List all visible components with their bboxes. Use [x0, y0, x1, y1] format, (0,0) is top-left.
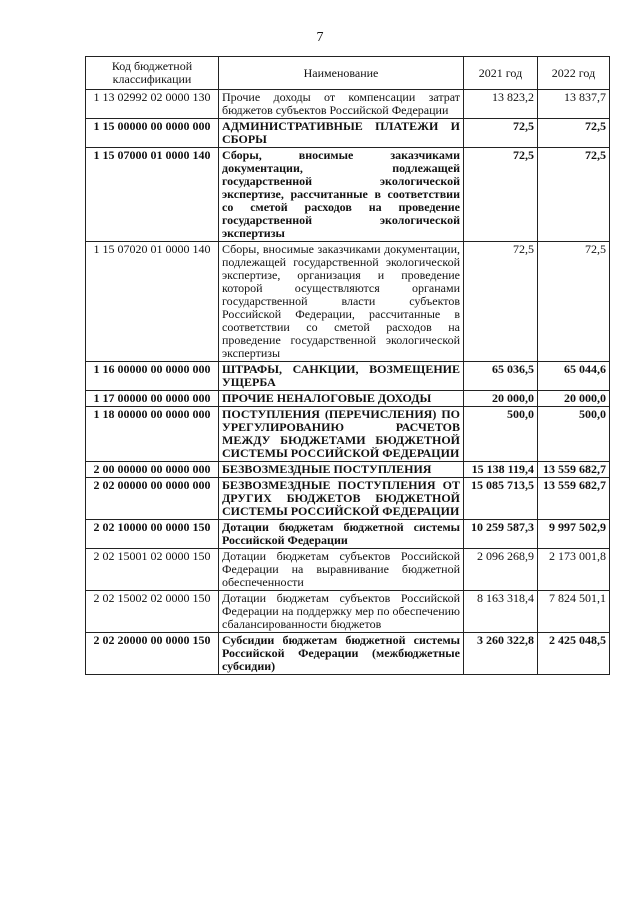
- row-value-2022: 13 559 682,7: [538, 478, 610, 520]
- row-name: Сборы, вносимые заказчиками документации, подлежащей государственной экологической экспертизе, рассчитанные в соответствии со сметой расходов на проведение государственной экологической экспертизы: [219, 148, 464, 242]
- table-row: [86, 391, 610, 407]
- row-value-2022: 13 837,7: [538, 90, 610, 119]
- header-code: Код бюджетной классификации: [86, 57, 219, 90]
- table-row: [86, 407, 610, 462]
- row-code: 2 02 00000 00 0000 000: [86, 478, 219, 520]
- table-header-row: [86, 57, 610, 90]
- row-value-2021: 8 163 318,4: [464, 591, 538, 633]
- header-year-2022: 2022 год: [538, 57, 610, 90]
- table-row: [86, 462, 610, 478]
- row-name: АДМИНИСТРАТИВНЫЕ ПЛАТЕЖИ И СБОРЫ: [219, 119, 464, 148]
- table-body: [86, 90, 610, 675]
- table-row: [86, 520, 610, 549]
- row-value-2022: 2 425 048,5: [538, 633, 610, 675]
- row-name: Дотации бюджетам бюджетной системы Российской Федерации: [219, 520, 464, 549]
- table-row: [86, 119, 610, 148]
- row-value-2022: 72,5: [538, 148, 610, 242]
- row-code: 1 17 00000 00 0000 000: [86, 391, 219, 407]
- row-code: 2 02 10000 00 0000 150: [86, 520, 219, 549]
- row-code: 1 15 07020 01 0000 140: [86, 242, 219, 362]
- row-code: 1 15 00000 00 0000 000: [86, 119, 219, 148]
- row-value-2022: 20 000,0: [538, 391, 610, 407]
- row-value-2022: 9 997 502,9: [538, 520, 610, 549]
- row-value-2022: 72,5: [538, 119, 610, 148]
- budget-revenue-table: [85, 56, 610, 675]
- row-name: ПРОЧИЕ НЕНАЛОГОВЫЕ ДОХОДЫ: [219, 391, 464, 407]
- row-code: 2 02 15001 02 0000 150: [86, 549, 219, 591]
- row-value-2021: 20 000,0: [464, 391, 538, 407]
- row-value-2021: 2 096 268,9: [464, 549, 538, 591]
- row-value-2021: 15 138 119,4: [464, 462, 538, 478]
- table-row: [86, 362, 610, 391]
- row-value-2021: 65 036,5: [464, 362, 538, 391]
- row-name: БЕЗВОЗМЕЗДНЫЕ ПОСТУПЛЕНИЯ ОТ ДРУГИХ БЮДЖЕТОВ БЮДЖЕТНОЙ СИСТЕМЫ РОССИЙСКОЙ ФЕДЕРАЦИИ: [219, 478, 464, 520]
- row-value-2021: 72,5: [464, 242, 538, 362]
- row-name: Субсидии бюджетам бюджетной системы Российской Федерации (межбюджетные субсидии): [219, 633, 464, 675]
- row-code: 2 02 20000 00 0000 150: [86, 633, 219, 675]
- row-code: 2 02 15002 02 0000 150: [86, 591, 219, 633]
- row-name: ШТРАФЫ, САНКЦИИ, ВОЗМЕЩЕНИЕ УЩЕРБА: [219, 362, 464, 391]
- row-value-2022: 13 559 682,7: [538, 462, 610, 478]
- row-code: 1 18 00000 00 0000 000: [86, 407, 219, 462]
- row-name: ПОСТУПЛЕНИЯ (ПЕРЕЧИСЛЕНИЯ) ПО УРЕГУЛИРОВАНИЮ РАСЧЕТОВ МЕЖДУ БЮДЖЕТАМИ БЮДЖЕТНОЙ СИСТЕМЫ РОССИЙСКОЙ ФЕДЕРАЦИИ: [219, 407, 464, 462]
- page-number: 7: [316, 30, 324, 45]
- row-code: 2 00 00000 00 0000 000: [86, 462, 219, 478]
- row-code: 1 15 07000 01 0000 140: [86, 148, 219, 242]
- row-value-2021: 72,5: [464, 148, 538, 242]
- row-name: БЕЗВОЗМЕЗДНЫЕ ПОСТУПЛЕНИЯ: [219, 462, 464, 478]
- row-name: Дотации бюджетам субъектов Российской Федерации на выравнивание бюджетной обеспеченности: [219, 549, 464, 591]
- row-code: 1 13 02992 02 0000 130: [86, 90, 219, 119]
- table-row: [86, 591, 610, 633]
- row-name: Дотации бюджетам субъектов Российской Федерации на поддержку мер по обеспечению сбалансированности бюджетов: [219, 591, 464, 633]
- row-value-2021: 15 085 713,5: [464, 478, 538, 520]
- row-code: 1 16 00000 00 0000 000: [86, 362, 219, 391]
- table-row: [86, 633, 610, 675]
- table-row: [86, 478, 610, 520]
- row-value-2022: 7 824 501,1: [538, 591, 610, 633]
- row-value-2022: 65 044,6: [538, 362, 610, 391]
- row-value-2021: 13 823,2: [464, 90, 538, 119]
- row-name: Сборы, вносимые заказчиками документации, подлежащей государственной экологической экспертизе, организация и проведение которой осуществляются органами государственной власти субъектов Российской Федерации, рассчитанные в соответствии со сметой расходов на проведение государственной экологической экспертизы: [219, 242, 464, 362]
- row-value-2022: 72,5: [538, 242, 610, 362]
- row-value-2021: 72,5: [464, 119, 538, 148]
- table-row: [86, 549, 610, 591]
- row-value-2021: 500,0: [464, 407, 538, 462]
- table-row: [86, 90, 610, 119]
- table-row: [86, 242, 610, 362]
- row-value-2022: 500,0: [538, 407, 610, 462]
- table-row: [86, 148, 610, 242]
- row-name: Прочие доходы от компенсации затрат бюджетов субъектов Российской Федерации: [219, 90, 464, 119]
- header-name: Наименование: [219, 57, 464, 90]
- row-value-2022: 2 173 001,8: [538, 549, 610, 591]
- row-value-2021: 3 260 322,8: [464, 633, 538, 675]
- row-value-2021: 10 259 587,3: [464, 520, 538, 549]
- header-year-2021: 2021 год: [464, 57, 538, 90]
